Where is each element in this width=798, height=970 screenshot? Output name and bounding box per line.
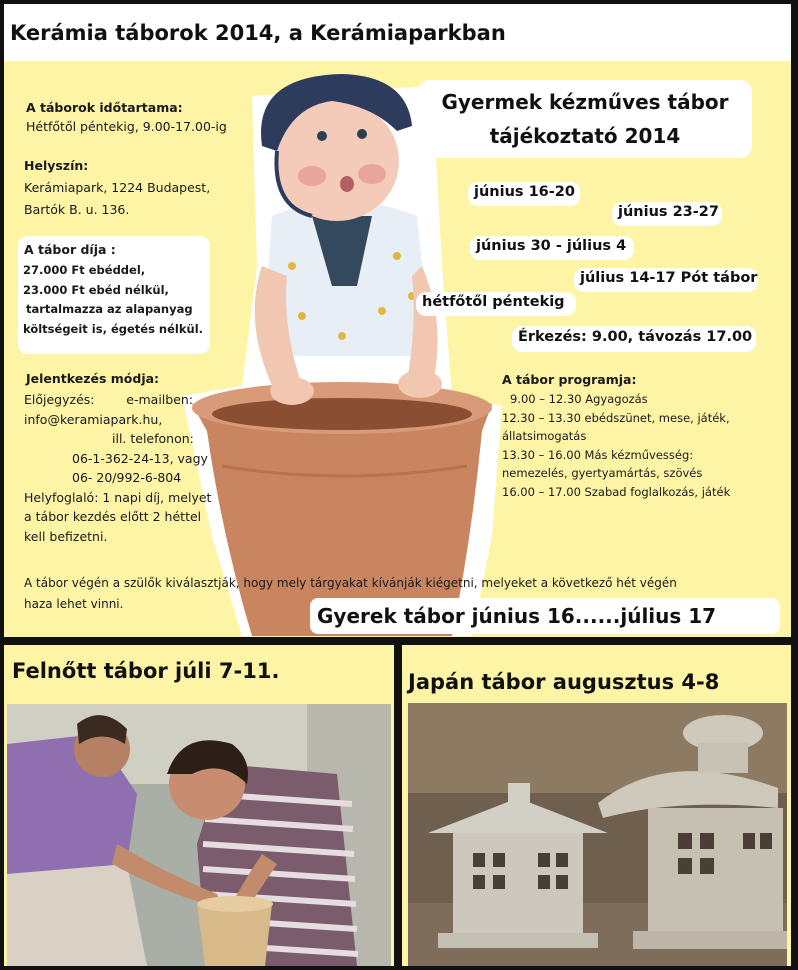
location-address: Kerámiapark, 1224 Budapest, Bartók B. u. 136. xyxy=(24,180,211,217)
duration-value: Hétfőtől péntekig, 9.00-17.00-ig xyxy=(26,119,227,134)
weekdays: hétfőtől péntekig xyxy=(422,294,565,310)
program-list: 9.00 – 12.30 Agyagozás 12.30 – 13.30 ebédszünet, mese, játék, állatsimogatás 13.30 – 16.00 Más kézművesség: nemezelés, gyertyamártás, szövés 16.00 – 17.00 Szabad foglalkozás, játék xyxy=(502,392,731,499)
arrival-time: Érkezés: 9.00, távozás 17.00 xyxy=(518,329,753,345)
date-2: június 23-27 xyxy=(618,204,719,220)
location-label: Helyszín: xyxy=(24,158,89,173)
program-label: A tábor programja: xyxy=(502,372,637,387)
kids-heading: Gyermek kézműves tábor tájékoztató 2014 xyxy=(441,90,729,148)
date-1: június 16-20 xyxy=(474,184,575,200)
japan-camp-title: Japán tábor augusztus 4-8 xyxy=(408,670,720,694)
registration-label: Jelentkezés módja: xyxy=(26,371,160,386)
duration-label: A táborok időtartama: xyxy=(26,100,183,115)
fee-details: 27.000 Ft ebéddel, 23.000 Ft ebéd nélkül, tartalmazza az alapanyag költségeit is, égetés nélkül. xyxy=(23,263,204,336)
japan-camp-panel xyxy=(402,645,791,966)
registration-details: Előjegyzés: e-mailben: info@keramiapark.hu, ill. telefonon: 06-1-362-24-13, vagy 06- 20/992-6-804 Helyfoglaló: 1 napi díj, melyet a tábor kezdés előtt 2 héttel kell befizetni. xyxy=(24,392,212,544)
japanese-lanterns-photo xyxy=(408,703,787,966)
adult-camp-panel xyxy=(4,645,394,966)
date-3: június 30 - július 4 xyxy=(476,238,627,254)
fee-label: A tábor díja : xyxy=(24,242,116,257)
kids-camp-summary: Gyerek tábor június 16......július 17 xyxy=(317,604,717,628)
kids-camp-panel xyxy=(4,4,791,637)
pottery-wheel-photo xyxy=(7,704,391,966)
adult-camp-title: Felnőtt tábor júli 7-11. xyxy=(12,659,280,683)
date-4: július 14-17 Pót tábor xyxy=(580,270,758,286)
page-title: Kerámia táborok 2014, a Kerámiaparkban xyxy=(10,21,506,45)
end-note: A tábor végén a szülők kiválasztják, hogy mely tárgyakat kívánják kiégetni, melyeket a következő hét végén haza lehet vinni. xyxy=(24,576,677,611)
